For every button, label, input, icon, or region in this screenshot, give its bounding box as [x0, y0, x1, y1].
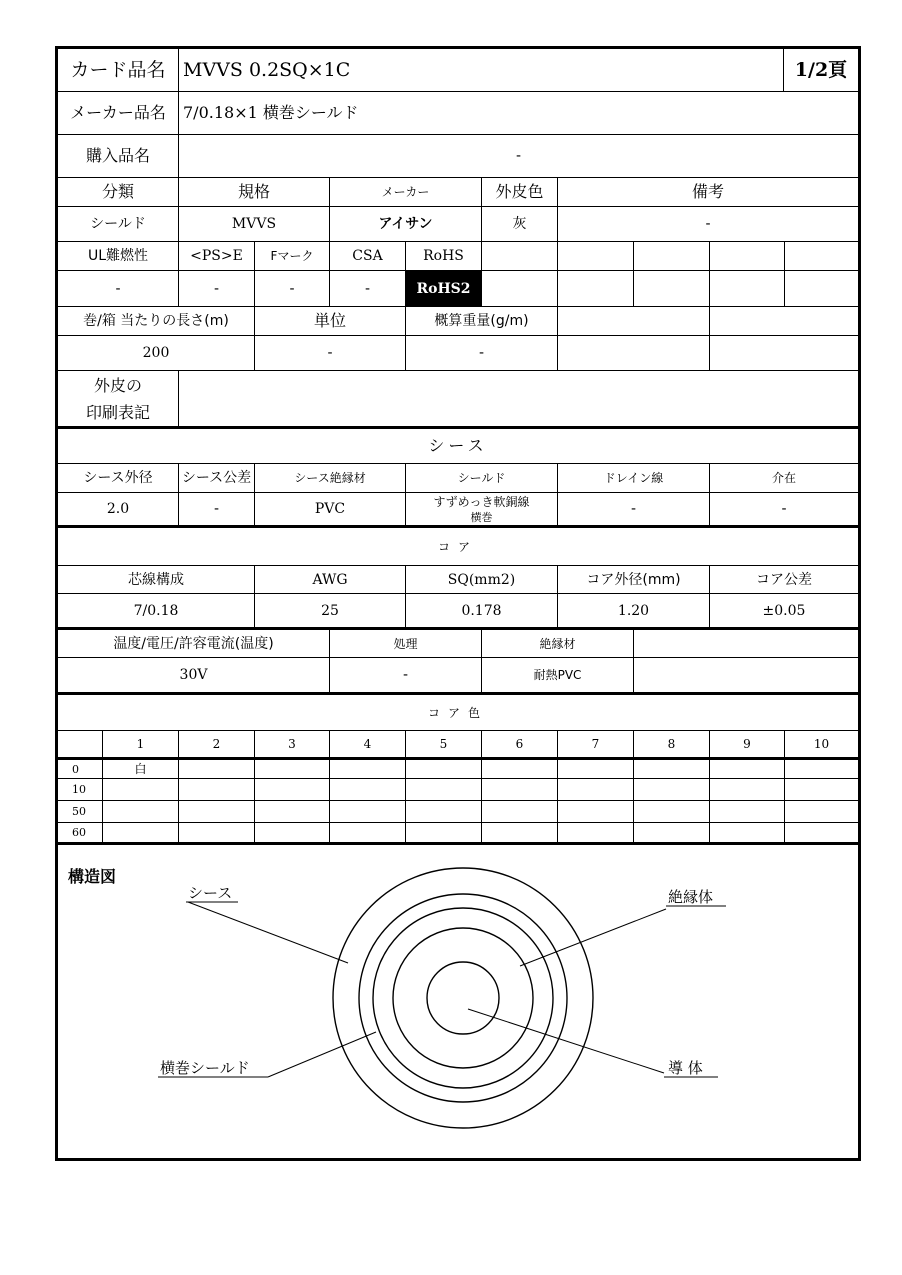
card-name-label: カード品名 — [70, 58, 166, 81]
core-color-cell — [482, 760, 557, 778]
filler-value: - — [781, 501, 787, 517]
weight-header: 概算重量(g/m) — [434, 313, 529, 329]
shield-header: シールド — [457, 471, 506, 485]
core-color-column-header: 3 — [288, 737, 296, 751]
classification-value: シールド — [90, 216, 146, 232]
core-color-section-title: コア色 — [427, 705, 488, 720]
insulation-header: 絶縁材 — [539, 636, 576, 651]
core-tolerance-header: コア公差 — [756, 571, 812, 588]
maker-header: メーカー — [381, 185, 430, 199]
core-color-cell — [179, 801, 254, 822]
core-color-cell — [255, 760, 329, 778]
maker-value: アイサン — [378, 216, 433, 232]
maker-part-value: 7/0.18×1 横巻シールド — [183, 103, 359, 122]
shield-inner-ring — [373, 908, 553, 1088]
ul-flame-value: - — [115, 280, 121, 297]
page-number: 1/2頁 — [794, 58, 848, 81]
insulator-ring — [393, 928, 533, 1068]
core-color-cell — [179, 760, 254, 778]
core-color-cell — [482, 779, 557, 800]
length-per-reel-header: 巻/箱 当たりの長さ(m) — [83, 313, 229, 329]
remarks-header: 備考 — [691, 182, 724, 201]
rohs-badge: RoHS2 — [406, 271, 481, 306]
purchase-name-label: 購入品名 — [85, 146, 150, 165]
sq-value: 0.178 — [461, 602, 502, 619]
sheath-insulation-header: シース絶縁材 — [294, 471, 366, 485]
card-name-value: MVVS 0.2SQ×1C — [183, 58, 351, 81]
sq-header: SQ(mm2) — [447, 571, 516, 588]
treatment-value: - — [402, 667, 409, 683]
core-color-cell — [785, 779, 858, 800]
sheath-od-header: シース外径 — [83, 470, 153, 486]
unit-value: - — [327, 345, 333, 361]
pse-value: - — [213, 280, 220, 297]
core-color-cell — [179, 823, 254, 842]
csa-value: - — [364, 280, 371, 297]
core-color-column-header: 8 — [667, 737, 676, 751]
rating-header: 温度/電圧/許容電流(温度) — [113, 635, 274, 652]
core-color-cell — [482, 801, 557, 822]
core-color-cell — [634, 760, 709, 778]
core-color-cell — [634, 779, 709, 800]
core-color-cell — [330, 779, 405, 800]
core-color-cell — [785, 801, 858, 822]
core-color-column-header: 1 — [136, 737, 145, 751]
drain-wire-value: - — [630, 501, 637, 517]
print-label-line1: 外皮の — [93, 376, 142, 395]
maker-part-label: メーカー品名 — [70, 103, 166, 122]
sheath-tolerance-header: シース公差 — [181, 470, 252, 486]
jacket-color-header: 外皮色 — [495, 182, 544, 201]
f-mark-header: Fマーク — [270, 249, 314, 263]
conductor-circle — [427, 962, 499, 1034]
insulator-label: 絶縁体 — [668, 888, 714, 906]
core-color-cell — [330, 823, 405, 842]
core-color-cell — [103, 779, 178, 800]
shield-winding-note: 横巻 — [470, 510, 493, 524]
core-color-cell — [406, 801, 481, 822]
core-color-cell — [103, 823, 178, 842]
core-color-cell — [634, 823, 709, 842]
remarks-value: - — [705, 216, 711, 232]
csa-header: CSA — [352, 248, 383, 264]
cable-cross-section-diagram — [58, 845, 858, 1157]
weight-value: - — [478, 345, 485, 361]
core-color-cell — [255, 823, 329, 842]
core-color-column-header: 2 — [212, 737, 221, 751]
length-per-reel-value: 200 — [142, 345, 170, 361]
sheath-section-title: シース — [428, 436, 488, 455]
sheath-insulation-value: PVC — [314, 501, 346, 517]
f-mark-value: - — [289, 280, 295, 297]
core-color-cell — [255, 779, 329, 800]
core-color-column-header: 10 — [813, 737, 830, 751]
core-color-cell: 白 — [134, 762, 147, 776]
unit-header: 単位 — [313, 311, 346, 330]
core-color-cell — [710, 760, 784, 778]
insulation-value: 耐熱PVC — [533, 668, 582, 682]
structure-title: 構造図 — [68, 867, 117, 886]
sheath-od-value: 2.0 — [106, 501, 130, 517]
core-color-row-label: 10 — [72, 783, 86, 796]
purchase-name-value: - — [515, 148, 522, 164]
standard-value: MVVS — [231, 216, 277, 232]
awg-header: AWG — [312, 571, 348, 588]
classification-header: 分類 — [101, 182, 134, 201]
core-section-title: コア — [437, 539, 478, 554]
strand-config-header: 芯線構成 — [128, 571, 184, 588]
core-color-cell — [710, 801, 784, 822]
core-color-cell — [558, 760, 633, 778]
rohs-header: RoHS — [423, 248, 464, 264]
print-label-line2: 印刷表記 — [85, 403, 150, 422]
standard-header: 規格 — [237, 182, 270, 201]
sheath-tolerance-value: - — [213, 501, 220, 517]
drain-wire-header: ドレイン線 — [603, 471, 664, 485]
core-color-cell — [255, 801, 329, 822]
core-color-cell — [785, 823, 858, 842]
core-color-cell — [406, 779, 481, 800]
jacket-color-value: 灰 — [512, 216, 527, 232]
filler-header: 介在 — [771, 471, 796, 485]
treatment-header: 処理 — [393, 636, 418, 651]
core-color-column-header: 5 — [439, 737, 448, 751]
core-od-value: 1.20 — [617, 602, 650, 619]
core-od-header: コア外径(mm) — [586, 571, 681, 588]
core-color-column-header: 7 — [591, 737, 600, 751]
ul-flame-header: UL難燃性 — [87, 248, 149, 264]
core-color-column-header: 4 — [363, 737, 372, 751]
strand-config-value: 7/0.18 — [133, 602, 179, 619]
shield-value: すずめっき軟銅線 — [433, 495, 530, 509]
sheath-ring — [333, 868, 593, 1128]
core-color-cell — [558, 779, 633, 800]
sheath-label: シース — [188, 884, 233, 902]
conductor-label: 導 体 — [668, 1059, 703, 1077]
core-color-cell — [179, 779, 254, 800]
core-color-row-label: 0 — [72, 762, 79, 776]
pse-header: <PS>E — [190, 248, 243, 264]
shield-outer-ring — [359, 894, 567, 1102]
core-color-cell — [558, 823, 633, 842]
shield-label: 横巻シールド — [160, 1059, 250, 1077]
core-color-cell — [710, 779, 784, 800]
core-color-cell — [634, 801, 709, 822]
core-color-cell — [103, 801, 178, 822]
rating-value: 30V — [179, 667, 208, 683]
core-color-cell — [330, 801, 405, 822]
core-color-cell — [482, 823, 557, 842]
core-color-cell — [785, 760, 858, 778]
core-color-cell — [558, 801, 633, 822]
core-color-column-header: 9 — [743, 737, 751, 751]
core-color-cell — [330, 760, 405, 778]
core-color-row-label: 50 — [72, 805, 86, 818]
core-tolerance-value: ±0.05 — [762, 602, 806, 619]
core-color-row-label: 60 — [72, 826, 86, 839]
core-color-column-header: 6 — [515, 737, 524, 751]
core-color-cell — [710, 823, 784, 842]
awg-value: 25 — [321, 602, 339, 619]
core-color-cell — [406, 760, 481, 778]
core-color-cell — [406, 823, 481, 842]
